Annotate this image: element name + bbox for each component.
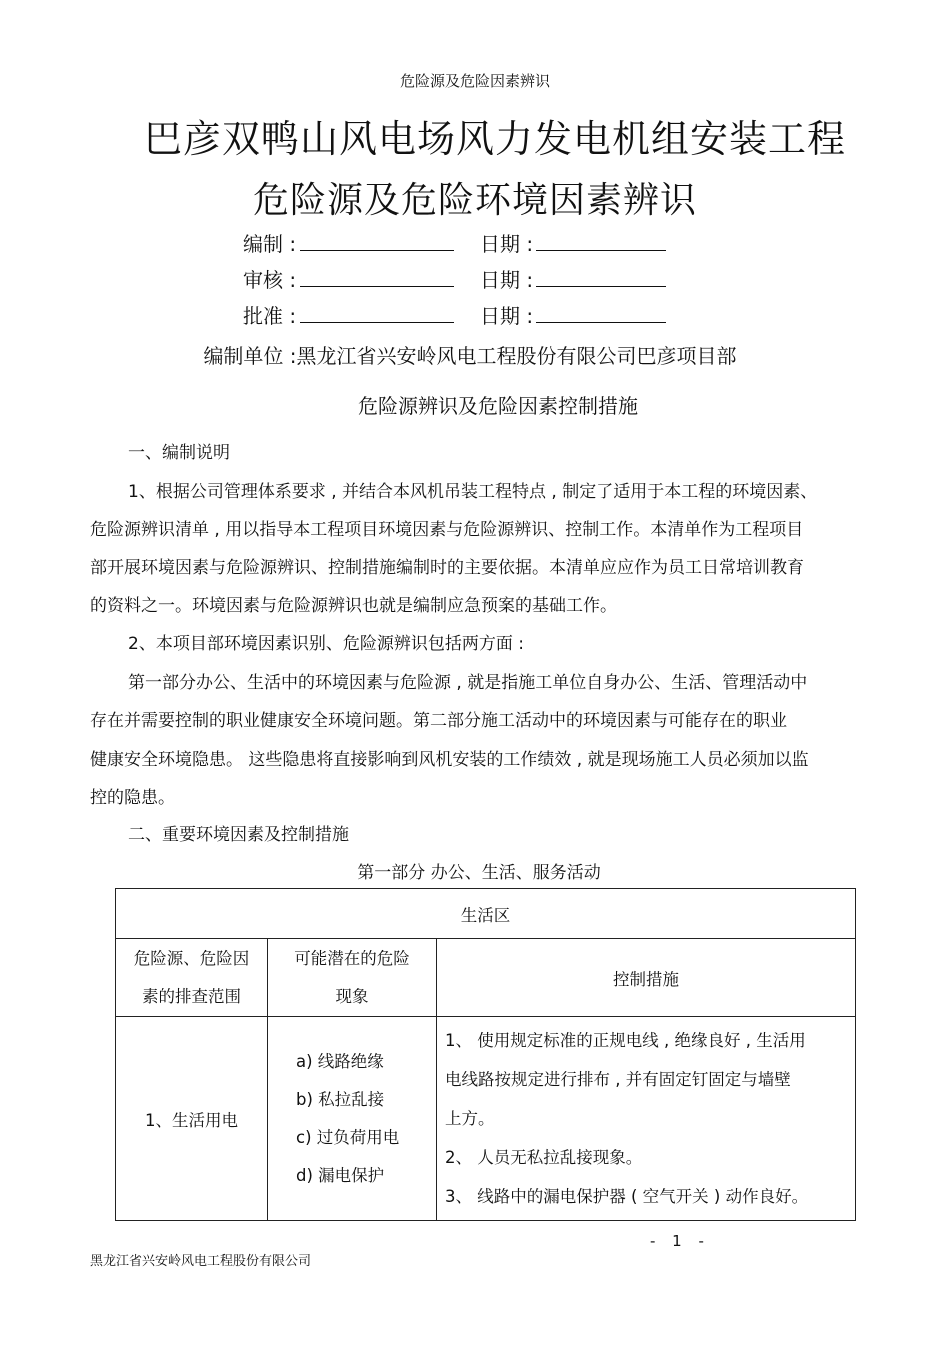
section2-heading: 二、重要环境因素及控制措施: [128, 825, 349, 845]
paragraph-line: 的资料之一。环境因素与危险源辨识也就是编制应急预案的基础工作。: [90, 596, 617, 616]
paragraph-line: 部开展环境因素与危险源辨识、控制措施编制时的主要依据。本清单应应作为员工日常培训教育: [90, 558, 804, 578]
signature-label: 编制 :: [243, 232, 297, 256]
table-row: [116, 1017, 856, 1221]
signature-blank: [300, 264, 454, 287]
paragraph-line: 第一部分办公、生活中的环境因素与危险源 , 就是指施工单位自身办公、生活、管理活动中: [128, 673, 808, 693]
table-caption: 第一部分 办公、生活、服务活动: [357, 863, 601, 883]
list-item: b) 私拉乱接: [296, 1089, 385, 1109]
cell-scope: 1、生活用电: [116, 1017, 268, 1221]
date-blank: [536, 228, 666, 251]
date-blank: [536, 264, 666, 287]
hazard-table: [115, 888, 856, 1221]
paragraph-line: 2、本项目部环境因素识别、危险源辨识包括两方面 :: [128, 634, 524, 654]
list-item: c) 过负荷用电: [296, 1127, 400, 1147]
list-item: a) 线路绝缘: [296, 1051, 384, 1071]
paragraph-line: 健康安全环境隐患。 这些隐患将直接影响到风机安装的工作绩效 , 就是现场施工人员必须加以监: [90, 750, 809, 770]
signature-row-review: [0, 264, 950, 294]
paragraph-line: 危险源辨识清单 , 用以指导本工程项目环境因素与危险源辨识、控制工作。本清单作为工程项目: [90, 520, 804, 540]
section1-heading: 一、编制说明: [128, 443, 230, 463]
running-header: 危险源及危险因素辨识: [399, 72, 550, 90]
cell-hazards: [268, 1017, 437, 1221]
page-number: - 1 -: [650, 1232, 710, 1250]
signature-label: 审核 :: [243, 268, 297, 292]
organization-line: 编制单位 :黑龙江省兴安岭风电工程股份有限公司巴彦项目部: [203, 344, 737, 368]
list-item: d) 漏电保护: [296, 1165, 385, 1185]
cell-measures: [437, 1017, 856, 1221]
date-label: 日期 :: [480, 232, 534, 256]
date-blank: [536, 300, 666, 323]
paragraph-line: 控的隐患。: [90, 788, 175, 808]
document-title-line2: 危险源及危险环境因素辨识: [252, 180, 697, 221]
measure-line: 上方。: [445, 1109, 495, 1128]
date-label: 日期 :: [480, 268, 534, 292]
signature-row-compile: [0, 228, 950, 258]
document-title-line1: 巴彦双鸭山风电场风力发电机组安装工程: [143, 117, 846, 161]
measure-line: 3、 线路中的漏电保护器 ( 空气开关 ) 动作良好。: [445, 1187, 809, 1206]
measure-line: 电线路按规定进行排布 , 并有固定钉固定与墙壁: [445, 1070, 791, 1089]
measure-line: 2、 人员无私拉乱接现象。: [445, 1148, 643, 1167]
signature-row-approve: [0, 300, 950, 330]
measure-line: 1、 使用规定标准的正规电线 , 绝缘良好 , 生活用: [445, 1031, 806, 1050]
paragraph-line: 1、根据公司管理体系要求 , 并结合本风机吊装工程特点 , 制定了适用于本工程的环境因素、: [128, 482, 818, 502]
signature-label: 批准 :: [243, 304, 297, 328]
header-measures: 控制措施: [437, 939, 856, 1017]
table-header-row: [116, 939, 856, 1017]
header-scope: 危险源、危险因 素的排查范围: [116, 939, 268, 1017]
section-subtitle: 危险源辨识及危险因素控制措施: [358, 394, 638, 418]
footer-company: 黑龙江省兴安岭风电工程股份有限公司: [90, 1254, 312, 1269]
table-row: [116, 889, 856, 939]
signature-blank: [300, 228, 454, 251]
date-label: 日期 :: [480, 304, 534, 328]
signature-blank: [300, 300, 454, 323]
table-area-title: 生活区: [116, 889, 856, 939]
paragraph-line: 存在并需要控制的职业健康安全环境问题。第二部分施工活动中的环境因素与可能存在的职业: [90, 711, 787, 731]
header-hazard: 可能潜在的危险 现象: [268, 939, 437, 1017]
